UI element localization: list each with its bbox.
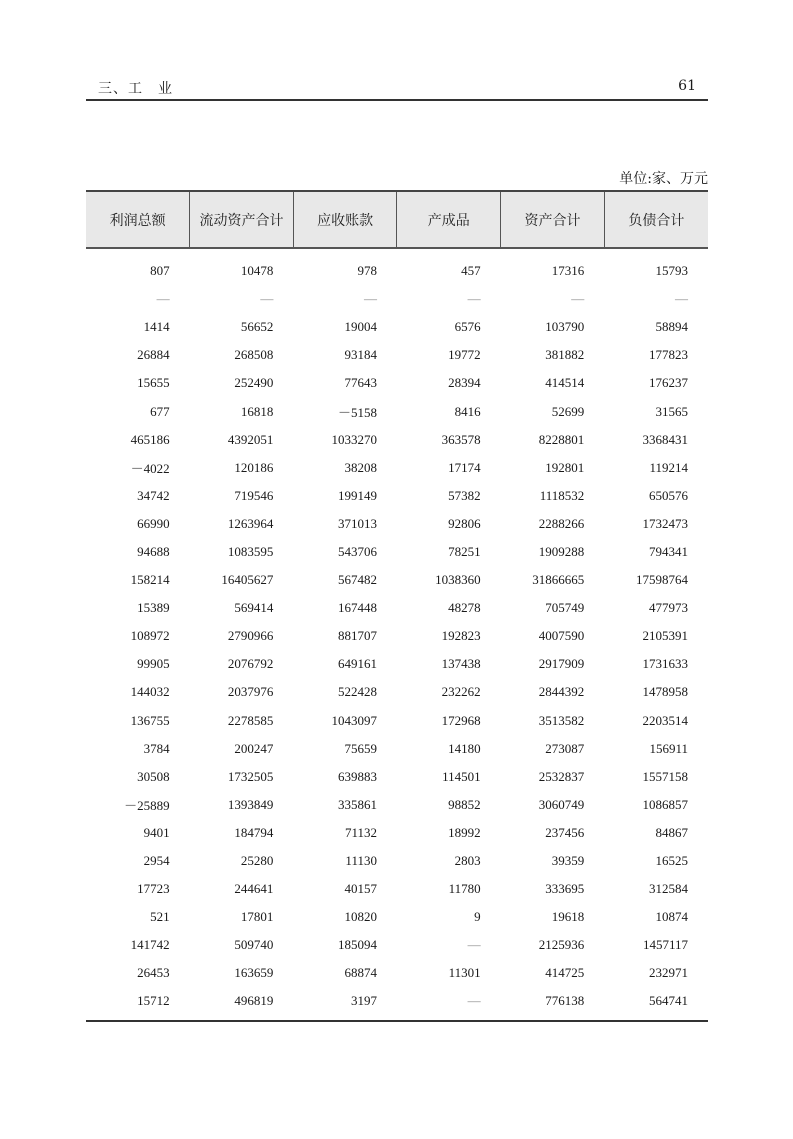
table-header-row: [86, 191, 708, 248]
table-cell: 26453: [137, 965, 170, 981]
table-cell: 521: [150, 909, 170, 925]
table-cell: 232971: [649, 965, 688, 981]
table-row: [86, 538, 708, 566]
table-cell: 9: [474, 909, 481, 925]
table-cell: 11130: [345, 853, 377, 869]
table-cell: 1393849: [227, 796, 274, 812]
table-cell: －4022: [130, 461, 170, 477]
table-cell: 719546: [234, 487, 274, 503]
table-cell: 31565: [655, 403, 688, 419]
table-cell: 14180: [448, 740, 481, 756]
table-cell: 172968: [441, 712, 481, 728]
table-row: [86, 248, 708, 285]
table-row: [86, 482, 708, 510]
table-cell: —: [467, 291, 481, 307]
table-cell: 28394: [448, 375, 481, 391]
table-cell: 381882: [545, 347, 585, 363]
table-cell: 1118532: [539, 487, 585, 503]
table-row: [86, 622, 708, 650]
table-cell: 4392051: [227, 431, 274, 447]
table-cell: 1033270: [331, 431, 377, 447]
table-cell: 192801: [545, 459, 585, 475]
table-cell: 2037976: [227, 684, 274, 700]
table-cell: 3197: [350, 993, 377, 1009]
table-cell: 522428: [337, 684, 377, 700]
table-cell: 2790966: [227, 628, 274, 644]
table-cell: 333695: [545, 881, 585, 897]
table-cell: 414725: [545, 965, 585, 981]
table-cell: 232262: [441, 684, 481, 700]
table-cell: 103790: [545, 319, 585, 335]
table-cell: 52699: [551, 403, 585, 419]
table-cell: 3060749: [538, 796, 585, 812]
page-number: 61: [678, 78, 696, 94]
table-cell: 185094: [337, 937, 377, 953]
table-cell: 136755: [130, 712, 170, 728]
table-cell: 17598764: [636, 572, 688, 588]
table-row: [86, 707, 708, 735]
table-header: [86, 191, 708, 248]
table-cell: 71132: [344, 824, 377, 840]
table-cell: 184794: [234, 824, 274, 840]
table-cell: 1263964: [227, 515, 274, 531]
table-cell: 11301: [448, 965, 481, 981]
table-cell: 144032: [130, 684, 170, 700]
table-cell: 2954: [143, 853, 170, 869]
column-header-total-profit: 利润总额: [86, 191, 190, 248]
table-cell: 108972: [130, 628, 170, 644]
table-cell: 1414: [143, 319, 170, 335]
table-row: [86, 735, 708, 763]
table-cell: —: [260, 291, 274, 307]
column-header-finished-goods: 产成品: [397, 191, 501, 248]
table-row: [86, 454, 708, 482]
table-cell: 1038360: [435, 572, 481, 588]
table-cell: 2203514: [642, 712, 688, 728]
table-cell: 15389: [137, 600, 170, 616]
table-cell: —: [363, 291, 377, 307]
table-cell: 93184: [344, 347, 377, 363]
table-cell: 17723: [137, 881, 170, 897]
table-cell: 15655: [137, 375, 170, 391]
table-cell: 2125936: [538, 937, 585, 953]
table-row: [86, 594, 708, 622]
table-cell: 312584: [649, 881, 688, 897]
table-cell: 650576: [649, 487, 688, 503]
table-cell: 98852: [448, 796, 481, 812]
table-cell: 84867: [655, 824, 688, 840]
table-cell: —: [156, 291, 170, 307]
table-cell: 509740: [234, 937, 274, 953]
table-cell: 56652: [240, 319, 274, 335]
table-cell: 114501: [442, 768, 481, 784]
table-cell: 163659: [234, 965, 274, 981]
table-body: [86, 248, 708, 1016]
table-cell: 57382: [448, 487, 481, 503]
table-cell: 543706: [337, 543, 377, 559]
table-cell: 1732473: [642, 515, 688, 531]
table-row: [86, 959, 708, 987]
table-cell: 2917909: [538, 656, 585, 672]
table-cell: 639883: [337, 768, 377, 784]
table-cell: 1731633: [642, 656, 688, 672]
table-cell: 78251: [448, 543, 481, 559]
column-header-total-assets: 资产合计: [501, 191, 605, 248]
table-cell: 3784: [143, 740, 170, 756]
table-row: [86, 678, 708, 706]
table-row: [86, 763, 708, 791]
table-cell: 677: [150, 403, 170, 419]
table-cell: 19004: [344, 319, 377, 335]
table-cell: 3368431: [642, 431, 688, 447]
table-cell: 192823: [441, 628, 481, 644]
table-cell: 31866665: [532, 572, 585, 588]
table-cell: 38208: [344, 459, 377, 475]
table-cell: 18992: [448, 824, 481, 840]
table-cell: 156911: [649, 740, 688, 756]
table-cell: 978: [357, 263, 377, 279]
table-cell: 268508: [234, 347, 274, 363]
table-row: [86, 313, 708, 341]
table-cell: 569414: [234, 600, 274, 616]
table-cell: 8416: [454, 403, 481, 419]
table-cell: 237456: [545, 824, 585, 840]
table-cell: 10478: [240, 263, 274, 279]
table-cell: 10820: [344, 909, 377, 925]
table-row: [86, 847, 708, 875]
table-cell: 99905: [137, 656, 170, 672]
table-cell: 1457117: [642, 937, 688, 953]
unit-label: 单位:家、万元: [619, 171, 708, 187]
table-cell: 26884: [137, 347, 170, 363]
table-cell: —: [571, 291, 585, 307]
table-cell: 564741: [649, 993, 688, 1009]
table-cell: 2076792: [227, 656, 274, 672]
table-cell: 141742: [130, 937, 170, 953]
table-cell: 8228801: [538, 431, 585, 447]
table-cell: －25889: [124, 798, 170, 814]
table-cell: 1086857: [642, 796, 688, 812]
table-cell: 19772: [448, 347, 481, 363]
table-row: [86, 650, 708, 678]
table-cell: 15793: [655, 263, 688, 279]
table-cell: 200247: [234, 740, 274, 756]
table-cell: 58894: [655, 319, 688, 335]
table-cell: 457: [461, 263, 481, 279]
table-cell: 881707: [337, 628, 377, 644]
table-cell: 244641: [234, 881, 274, 897]
table-cell: 17316: [551, 263, 585, 279]
table-cell: 10874: [655, 909, 688, 925]
running-head: 三、工 业: [98, 81, 173, 97]
table-cell: 16525: [655, 853, 688, 869]
table-row: [86, 510, 708, 538]
table-cell: 1909288: [538, 543, 585, 559]
table-row: [86, 397, 708, 425]
table-cell: 335861: [337, 796, 377, 812]
table-cell: 167448: [337, 600, 377, 616]
table-cell: 465186: [130, 431, 170, 447]
table-cell: 2278585: [227, 712, 274, 728]
header-rule: [86, 99, 708, 101]
table-cell: 2803: [454, 853, 481, 869]
table-cell: 496819: [234, 993, 274, 1009]
table-cell: 363578: [441, 431, 481, 447]
table-cell: 75659: [344, 740, 377, 756]
table-bottom-rule: [86, 1020, 708, 1022]
column-header-current-assets: 流动资产合计: [190, 191, 294, 248]
table-cell: 68874: [344, 965, 377, 981]
table-row: [86, 791, 708, 819]
table-row: [86, 931, 708, 959]
table-cell: 137438: [441, 656, 481, 672]
table-cell: 1732505: [227, 768, 274, 784]
table-cell: 40157: [344, 881, 377, 897]
table-cell: 1083595: [227, 543, 274, 559]
table-cell: —: [675, 291, 688, 307]
table-cell: 25280: [240, 853, 274, 869]
table-cell: 48278: [448, 600, 481, 616]
table-cell: —: [467, 937, 481, 953]
table-row: [86, 341, 708, 369]
table-cell: 16818: [240, 403, 274, 419]
table-cell: 794341: [649, 543, 688, 559]
table-cell: 252490: [234, 375, 274, 391]
table-cell: —: [467, 993, 481, 1009]
table-cell: 649161: [337, 656, 377, 672]
table-cell: 34742: [137, 487, 170, 503]
table-cell: 705749: [545, 600, 585, 616]
table-cell: 567482: [337, 572, 377, 588]
table-cell: 2844392: [538, 684, 585, 700]
data-table: [86, 190, 708, 1016]
table-cell: 177823: [649, 347, 688, 363]
table-cell: 66990: [137, 515, 170, 531]
table-cell: 414514: [545, 375, 585, 391]
table-cell: 11780: [448, 881, 481, 897]
table-cell: 16405627: [221, 572, 274, 588]
data-table-container: [86, 190, 708, 1016]
table-cell: 2532837: [538, 768, 585, 784]
table-cell: 39359: [551, 853, 585, 869]
table-row: [86, 285, 708, 313]
table-cell: 1478958: [642, 684, 688, 700]
table-cell: 3513582: [538, 712, 585, 728]
table-cell: 4007590: [538, 628, 585, 644]
table-row: [86, 903, 708, 931]
table-cell: 1043097: [331, 712, 377, 728]
table-cell: 94688: [137, 543, 170, 559]
table-cell: 2105391: [642, 628, 688, 644]
table-row: [86, 875, 708, 903]
table-cell: 9401: [143, 824, 170, 840]
table-cell: 17801: [240, 909, 274, 925]
table-cell: 120186: [234, 459, 274, 475]
table-cell: 6576: [454, 319, 481, 335]
table-cell: 199149: [337, 487, 377, 503]
table-row: [86, 369, 708, 397]
table-row: [86, 819, 708, 847]
column-header-total-liabilities: 负债合计: [604, 191, 708, 248]
table-row: [86, 566, 708, 594]
table-cell: －5158: [337, 405, 377, 421]
table-cell: 17174: [448, 459, 481, 475]
table-cell: 176237: [649, 375, 688, 391]
table-cell: 1557158: [642, 768, 688, 784]
table-cell: 2288266: [538, 515, 585, 531]
table-row: [86, 987, 708, 1015]
table-cell: 30508: [137, 768, 170, 784]
column-header-accounts-receivable: 应收账款: [293, 191, 397, 248]
table-cell: 776138: [545, 993, 585, 1009]
table-cell: 477973: [649, 600, 688, 616]
table-row: [86, 426, 708, 454]
table-cell: 19618: [551, 909, 585, 925]
table-cell: 807: [150, 263, 170, 279]
table-cell: 273087: [545, 740, 585, 756]
table-cell: 92806: [448, 515, 481, 531]
table-cell: 15712: [137, 993, 170, 1009]
table-cell: 158214: [130, 572, 170, 588]
table-cell: 77643: [344, 375, 377, 391]
table-cell: 119214: [649, 459, 688, 475]
table-cell: 371013: [337, 515, 377, 531]
